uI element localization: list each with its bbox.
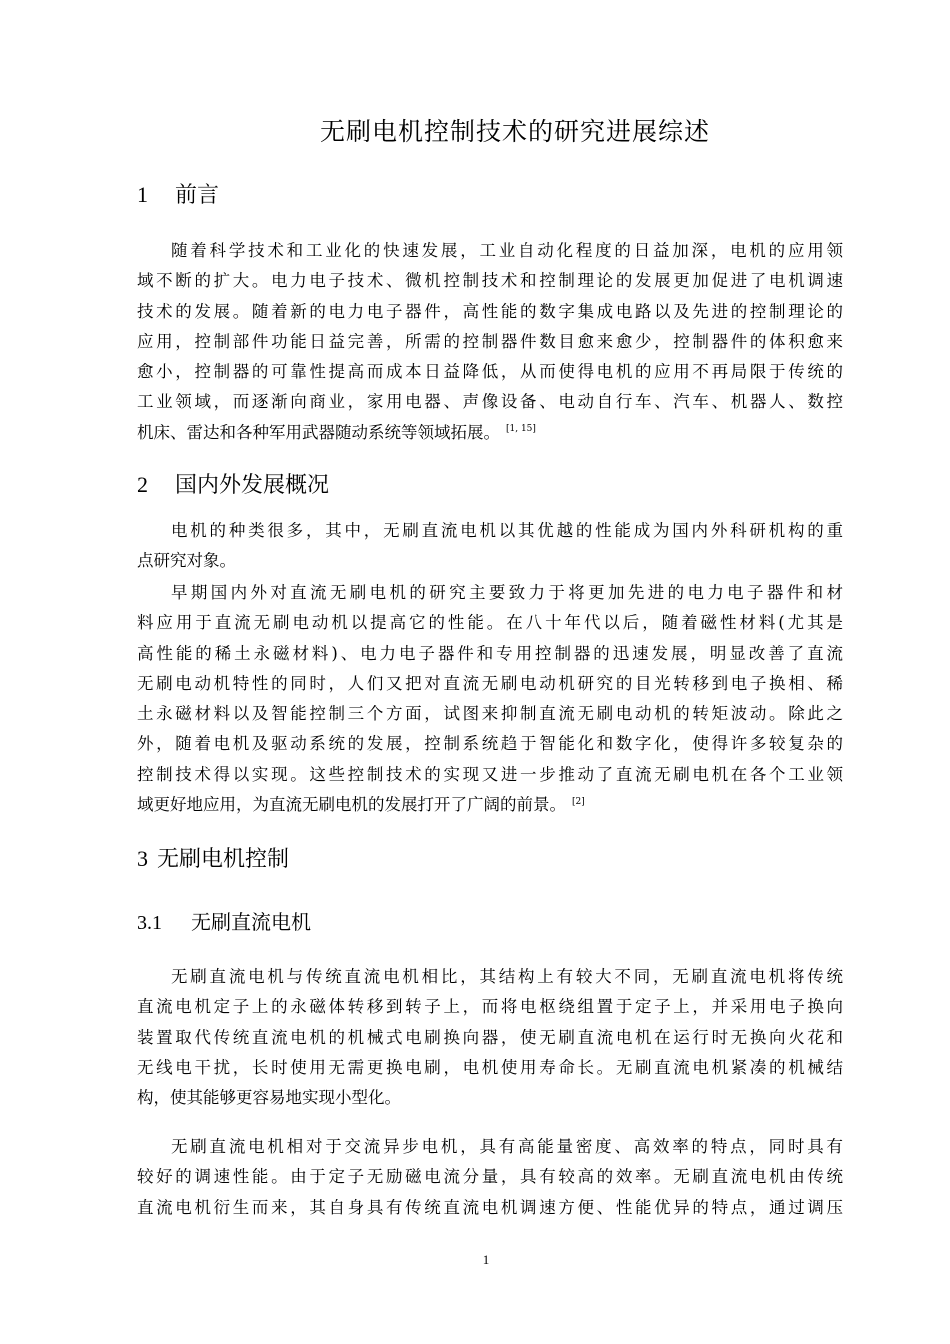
text-line: 控制技术得以实现。这些控制技术的实现又进一步推动了直流无刷电机在各个工业领: [137, 764, 843, 784]
page-number: 1: [482, 1252, 490, 1267]
subsection-title: 无刷直流电机: [191, 910, 311, 934]
paragraph-intro: [137, 236, 843, 448]
paragraph-overview-2: [137, 578, 843, 820]
section-title: 前言: [175, 183, 220, 208]
section-title: 国内外发展概况: [175, 473, 330, 498]
text-line: 无刷直流电机相对于交流异步电机，具有高能量密度、高效率的特点，同时具有: [171, 1137, 843, 1156]
paragraph-bldc-1: [137, 962, 843, 1113]
subsection-number: 3.1: [137, 912, 162, 934]
text-line: [137, 790, 843, 820]
text-line: 高性能的稀土永磁材料)、电力电子器件和专用控制器的迅速发展，明显改善了直流: [137, 643, 843, 663]
citation: [2]: [572, 796, 585, 807]
text-line: [137, 418, 843, 448]
section-title: 无刷电机控制: [157, 847, 290, 872]
text-line: 愈小，控制器的可靠性提高而成本日益降低，从而使得电机的应用不再局限于传统的: [137, 362, 843, 382]
text-line: 应用，控制部件功能日益完善，所需的控制器件数目愈来愈少，控制器件的体积愈来: [137, 331, 843, 351]
text-line: 技术的发展。随着新的电力电子器件，高性能的数字集成电路以及先进的控制理论的: [137, 301, 843, 321]
text-line: 装置取代传统直流电机的机械式电刷换向器，使无刷直流电机在运行时无换向火花和: [137, 1027, 843, 1047]
document-title: 无刷电机控制技术的研究进展综述: [319, 117, 710, 146]
section-number: 2: [137, 472, 148, 497]
text-line: 构，使其能够更容易地实现小型化。: [137, 1088, 401, 1108]
text-line: 随着科学技术和工业化的快速发展，工业自动化程度的日益加深，电机的应用领: [171, 241, 843, 260]
text-line: 域不断的扩大。电力电子技术、微机控制技术和控制理论的发展更加促进了电机调速: [137, 271, 843, 291]
text-line: 无线电干扰，长时使用无需更换电刷，电机使用寿命长。无刷直流电机紧凑的机械结: [137, 1057, 843, 1077]
section-heading-1: [137, 178, 219, 209]
text-line: 直流电机衍生而来，其自身具有传统直流电机调速方便、性能优异的特点，通过调压: [137, 1197, 843, 1217]
paragraph-overview-1: [137, 516, 843, 577]
text-line: 外，随着电机及驱动系统的发展，控制系统趋于智能化和数字化，使得许多较复杂的: [137, 734, 843, 754]
text-line-content: 域更好地应用，为直流无刷电机的发展打开了广阔的前景。: [137, 795, 566, 815]
text-line: 电机的种类很多，其中，无刷直流电机以其优越的性能成为国内外科研机构的重: [171, 521, 843, 540]
text-line: 点研究对象。: [137, 551, 236, 571]
text-line: 无刷直流电机与传统直流电机相比，其结构上有较大不同，无刷直流电机将传统: [171, 967, 843, 986]
section-heading-3: [137, 842, 289, 873]
section-number: 1: [137, 182, 148, 207]
paragraph-bldc-2: [137, 1132, 843, 1223]
section-number: 3: [137, 846, 148, 871]
text-line: 较好的调速性能。由于定子无励磁电流分量，具有较高的效率。无刷直流电机由传统: [137, 1167, 843, 1187]
text-line: 早期国内外对直流无刷电机的研究主要致力于将更加先进的电力电子器件和材: [171, 583, 843, 602]
text-line-content: 机床、雷达和各种军用武器随动系统等领域拓展。: [137, 422, 500, 442]
text-line: 无刷电动机特性的同时，人们又把对直流无刷电动机研究的目光转移到电子换相、稀: [137, 673, 843, 693]
text-line: 料应用于直流无刷电动机以提高它的性能。在八十年代以后，随着磁性材料(尤其是: [137, 613, 843, 633]
text-line: 直流电机定子上的永磁体转移到转子上，而将电枢绕组置于定子上，并采用电子换向: [137, 997, 843, 1017]
text-line: 工业领域，而逐渐向商业，家用电器、声像设备、电动自行车、汽车、机器人、数控: [137, 392, 843, 412]
section-heading-2: [137, 468, 329, 499]
subsection-heading-3-1: [137, 906, 311, 935]
text-line: 土永磁材料以及智能控制三个方面，试图来抑制直流无刷电动机的转矩波动。除此之: [137, 704, 843, 724]
citation: [1, 15]: [506, 424, 536, 435]
